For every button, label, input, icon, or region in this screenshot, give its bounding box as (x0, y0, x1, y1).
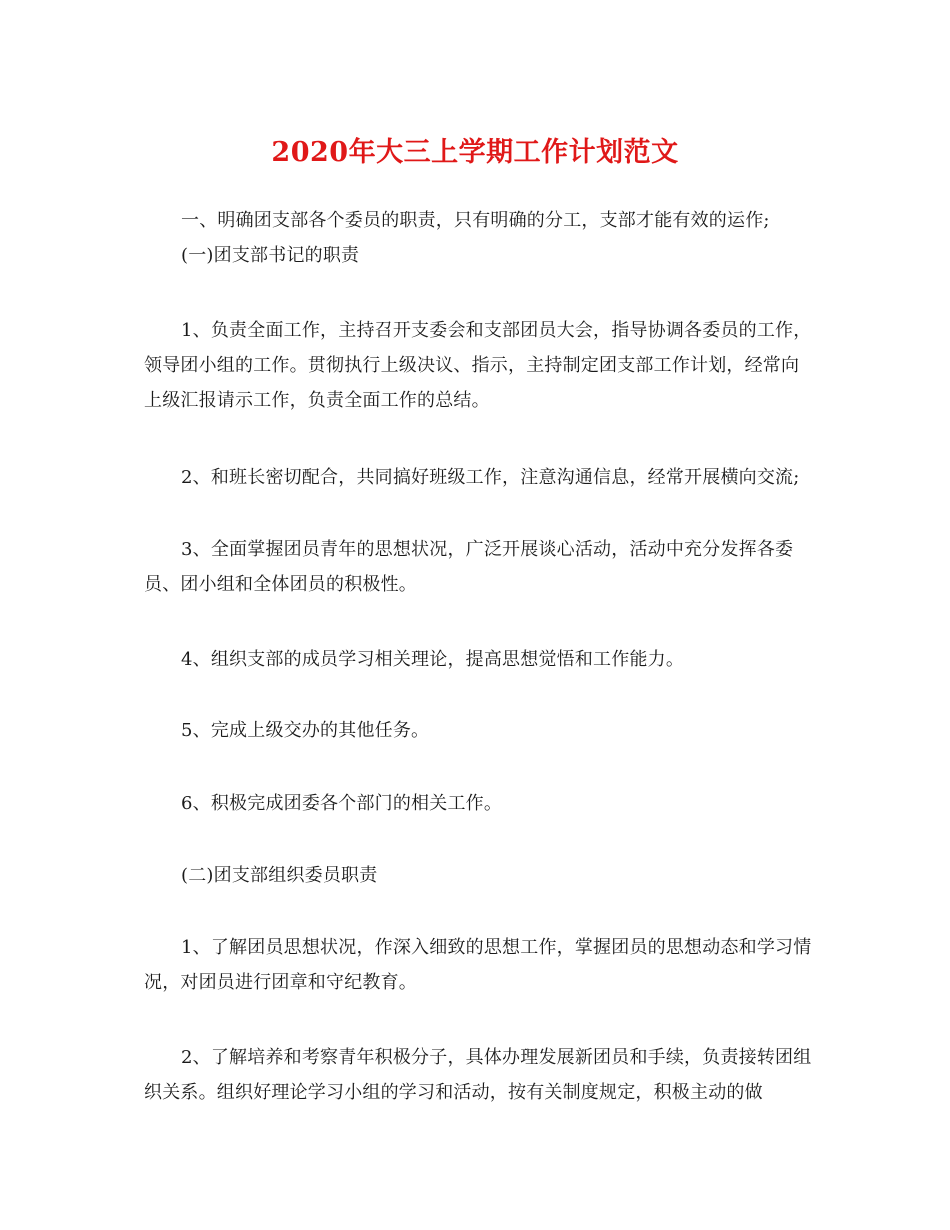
paragraph-organization-duty-1: 1、了解团员思想状况，作深入细致的思想工作，掌握团员的思想动态和学习情况，对团员进行团章和守纪教育。 (144, 937, 812, 993)
paragraph-organization-duty-2: 2、了解培养和考察青年积极分子，具体办理发展新团员和手续，负责接转团组织关系。组织好理论学习小组的学习和活动，按有关制度规定，积极主动的做 (144, 1047, 812, 1103)
document-title: 2020年大三上学期工作计划范文 (271, 137, 679, 168)
paragraph-secretary-duty-3: 3、全面掌握团员青年的思想状况，广泛开展谈心活动，活动中充分发挥各委员、团小组和全体团员的积极性。 (144, 539, 794, 595)
paragraph-secretary-duty-6: 6、积极完成团委各个部门的相关工作。 (181, 793, 503, 814)
paragraph-secretary-duty-1: 1、负责全面工作，主持召开支委会和支部团员大会，指导协调各委员的工作，领导团小组的工作。贯彻执行上级决议、指示，主持制定团支部工作计划，经常向上级汇报请示工作，负责全面工作的总结。 (144, 320, 812, 411)
paragraph-secretary-duty-4: 4、组织支部的成员学习相关理论，提高思想觉悟和工作能力。 (181, 649, 685, 670)
paragraph-section-1-heading: 一、明确团支部各个委员的职责，只有明确的分工，支部才能有效的运作; (181, 210, 770, 231)
paragraph-secretary-duty-2: 2、和班长密切配合，共同搞好班级工作，注意沟通信息，经常开展横向交流; (181, 467, 800, 488)
paragraph-secretary-duty-5: 5、完成上级交办的其他任务。 (181, 720, 430, 741)
paragraph-subsection-2-heading: (二)团支部组织委员职责 (181, 865, 378, 886)
paragraph-subsection-1-heading: (一)团支部书记的职责 (181, 245, 360, 266)
